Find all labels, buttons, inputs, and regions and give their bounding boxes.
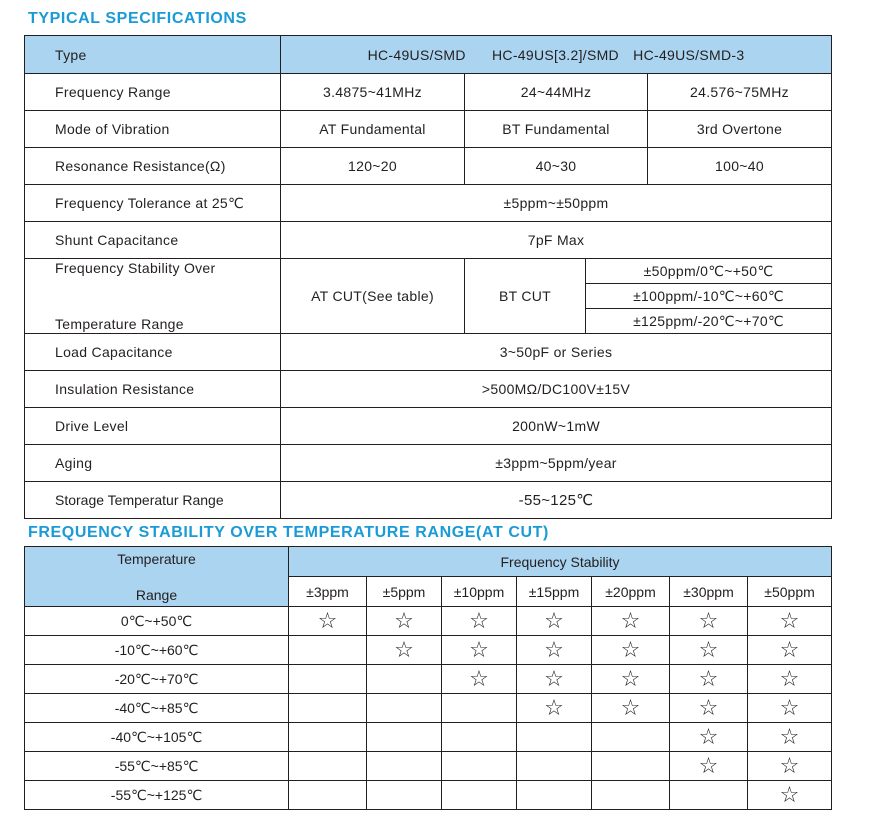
- bt-stability-value: ±100ppm/-10℃~+60℃: [586, 284, 832, 309]
- table-row: [25, 752, 832, 781]
- star-outline-icon: ☆: [544, 608, 564, 633]
- spec-cell: 3.4875~41MHz: [281, 74, 465, 111]
- stability-mark-cell: [592, 636, 670, 665]
- insulation-label: Insulation Resistance: [25, 371, 281, 408]
- star-outline-icon: ☆: [779, 724, 800, 749]
- stability-mark-cell: [367, 636, 442, 665]
- load-label: Load Capacitance: [25, 334, 281, 371]
- insulation-value: >500MΩ/DC100V±15V: [281, 371, 832, 408]
- stability-mark-cell: [592, 781, 670, 810]
- shunt-value: 7pF Max: [281, 222, 832, 259]
- temperature-range-cell: -20℃~+70℃: [25, 665, 289, 694]
- spec-cell: 3rd Overtone: [648, 111, 832, 148]
- load-value: 3~50pF or Series: [281, 334, 832, 371]
- storage-label: Storage Temperatur Range: [25, 482, 281, 519]
- drive-label: Drive Level: [25, 408, 281, 445]
- drive-value: 200nW~1mW: [281, 408, 832, 445]
- stability-label: [25, 259, 281, 334]
- spec-row-label: Mode of Vibration: [25, 111, 281, 148]
- star-outline-icon: ☆: [779, 608, 800, 633]
- stability-label-line1: Frequency Stability Over: [55, 260, 216, 276]
- stability-mark-cell: [367, 781, 442, 810]
- temperature-range-header: [25, 547, 289, 607]
- star-outline-icon: ☆: [779, 782, 800, 807]
- ppm-column-header: ±10ppm: [442, 577, 517, 607]
- temperature-range-cell: -55℃~+125℃: [25, 781, 289, 810]
- star-outline-icon: ☆: [620, 637, 641, 662]
- star-outline-icon: ☆: [779, 666, 800, 691]
- specifications-table: [24, 35, 832, 519]
- spec-cell: BT Fundamental: [465, 111, 648, 148]
- table-row: [25, 694, 832, 723]
- star-outline-icon: ☆: [544, 695, 564, 720]
- star-outline-icon: ☆: [544, 666, 564, 691]
- stability-mark-cell: [517, 723, 592, 752]
- temperature-range-cell: -55℃~+85℃: [25, 752, 289, 781]
- table-row: [25, 636, 832, 665]
- aging-label: Aging: [25, 445, 281, 482]
- stability-mark-cell: [517, 665, 592, 694]
- model-3: HC-49US/SMD-3: [633, 46, 745, 63]
- stability-mark-cell: [748, 723, 832, 752]
- table-row: [25, 781, 832, 810]
- star-outline-icon: ☆: [394, 608, 414, 633]
- stability-mark-cell: [517, 781, 592, 810]
- stability-mark-cell: [367, 694, 442, 723]
- temperature-range-cell: 0℃~+50℃: [25, 607, 289, 636]
- aging-value: ±3ppm~5ppm/year: [281, 445, 832, 482]
- stability-mark-cell: [289, 636, 367, 665]
- spec-cell: 24.576~75MHz: [648, 74, 832, 111]
- ppm-column-header: ±30ppm: [670, 577, 748, 607]
- temp-header-line1: Temperature: [117, 550, 196, 567]
- stability-label-line2: Temperature Range: [55, 316, 184, 332]
- tolerance-value: ±5ppm~±50ppm: [281, 185, 832, 222]
- stability-mark-cell: [289, 752, 367, 781]
- stability-mark-cell: [670, 694, 748, 723]
- model-1: HC-49US/SMD: [367, 46, 466, 63]
- ppm-column-header: ±50ppm: [748, 577, 832, 607]
- stability-mark-cell: [289, 723, 367, 752]
- stability-mark-cell: [670, 752, 748, 781]
- star-outline-icon: ☆: [469, 666, 489, 691]
- stability-mark-cell: [748, 665, 832, 694]
- star-outline-icon: ☆: [698, 608, 719, 633]
- temp-header-line2: Range: [135, 586, 178, 603]
- stability-mark-cell: [670, 723, 748, 752]
- temperature-range-cell: -40℃~+105℃: [25, 723, 289, 752]
- table-row: [25, 723, 832, 752]
- temperature-range-cell: -10℃~+60℃: [25, 636, 289, 665]
- star-outline-icon: ☆: [469, 608, 489, 633]
- star-outline-icon: ☆: [698, 753, 719, 778]
- stability-mark-cell: [748, 636, 832, 665]
- spec-cell: 24~44MHz: [465, 74, 648, 111]
- stability-mark-cell: [592, 752, 670, 781]
- star-outline-icon: ☆: [698, 666, 719, 691]
- stability-mark-cell: [592, 723, 670, 752]
- stability-mark-cell: [670, 607, 748, 636]
- at-cut-cell: AT CUT(See table): [281, 259, 465, 334]
- star-outline-icon: ☆: [779, 753, 800, 778]
- stability-mark-cell: [517, 607, 592, 636]
- stability-mark-cell: [592, 607, 670, 636]
- star-outline-icon: ☆: [620, 608, 641, 633]
- frequency-stability-table: [24, 546, 832, 810]
- spec-cell: 40~30: [465, 148, 648, 185]
- temperature-range-cell: -40℃~+85℃: [25, 694, 289, 723]
- stability-mark-cell: [748, 694, 832, 723]
- spec-cell: 100~40: [648, 148, 832, 185]
- stability-mark-cell: [748, 752, 832, 781]
- bt-stability-value: ±50ppm/0℃~+50℃: [586, 259, 832, 284]
- star-outline-icon: ☆: [698, 695, 719, 720]
- stability-mark-cell: [517, 636, 592, 665]
- stability-mark-cell: [670, 665, 748, 694]
- type-label: Type: [25, 36, 281, 74]
- stability-mark-cell: [442, 694, 517, 723]
- stability-mark-cell: [442, 636, 517, 665]
- stability-mark-cell: [670, 636, 748, 665]
- spec-row-label: Resonance Resistance(Ω): [25, 148, 281, 185]
- frequency-stability-header: Frequency Stability: [289, 547, 832, 577]
- stability-mark-cell: [592, 665, 670, 694]
- stability-mark-cell: [442, 607, 517, 636]
- stability-mark-cell: [289, 694, 367, 723]
- star-outline-icon: ☆: [779, 695, 800, 720]
- table-row: [25, 607, 832, 636]
- star-outline-icon: ☆: [779, 637, 800, 662]
- star-outline-icon: ☆: [698, 637, 719, 662]
- stability-mark-cell: [289, 781, 367, 810]
- section-title-frequency-stability: FREQUENCY STABILITY OVER TEMPERATURE RANGE(AT CUT): [28, 524, 549, 541]
- stability-mark-cell: [442, 723, 517, 752]
- section-title-specifications: TYPICAL SPECIFICATIONS: [28, 10, 247, 27]
- ppm-column-header: ±20ppm: [592, 577, 670, 607]
- ppm-column-header: ±3ppm: [289, 577, 367, 607]
- spec-row-label: Frequency Range: [25, 74, 281, 111]
- stability-mark-cell: [442, 781, 517, 810]
- stability-mark-cell: [367, 665, 442, 694]
- stability-mark-cell: [289, 665, 367, 694]
- stability-mark-cell: [442, 665, 517, 694]
- stability-mark-cell: [367, 723, 442, 752]
- spec-cell: AT Fundamental: [281, 111, 465, 148]
- stability-mark-cell: [367, 607, 442, 636]
- star-outline-icon: ☆: [620, 666, 641, 691]
- stability-mark-cell: [367, 752, 442, 781]
- star-outline-icon: ☆: [544, 637, 564, 662]
- star-outline-icon: ☆: [469, 637, 489, 662]
- star-outline-icon: ☆: [698, 724, 719, 749]
- model-2: HC-49US[3.2]/SMD: [492, 46, 619, 63]
- bt-stability-value: ±125ppm/-20℃~+70℃: [586, 309, 832, 334]
- stability-mark-cell: [748, 607, 832, 636]
- table-row: [25, 665, 832, 694]
- stability-mark-cell: [592, 694, 670, 723]
- bt-cut-cell: BT CUT: [465, 259, 586, 334]
- star-outline-icon: ☆: [394, 637, 414, 662]
- stability-mark-cell: [517, 752, 592, 781]
- stability-mark-cell: [670, 781, 748, 810]
- star-outline-icon: ☆: [317, 608, 338, 633]
- stability-mark-cell: [748, 781, 832, 810]
- stability-mark-cell: [517, 694, 592, 723]
- spec-cell: 120~20: [281, 148, 465, 185]
- type-models: [281, 36, 832, 74]
- stability-mark-cell: [442, 752, 517, 781]
- shunt-label: Shunt Capacitance: [25, 222, 281, 259]
- stability-mark-cell: [289, 607, 367, 636]
- ppm-column-header: ±15ppm: [517, 577, 592, 607]
- ppm-column-header: ±5ppm: [367, 577, 442, 607]
- storage-value: -55~125℃: [281, 482, 832, 519]
- star-outline-icon: ☆: [620, 695, 641, 720]
- tolerance-label: Frequency Tolerance at 25℃: [25, 185, 281, 222]
